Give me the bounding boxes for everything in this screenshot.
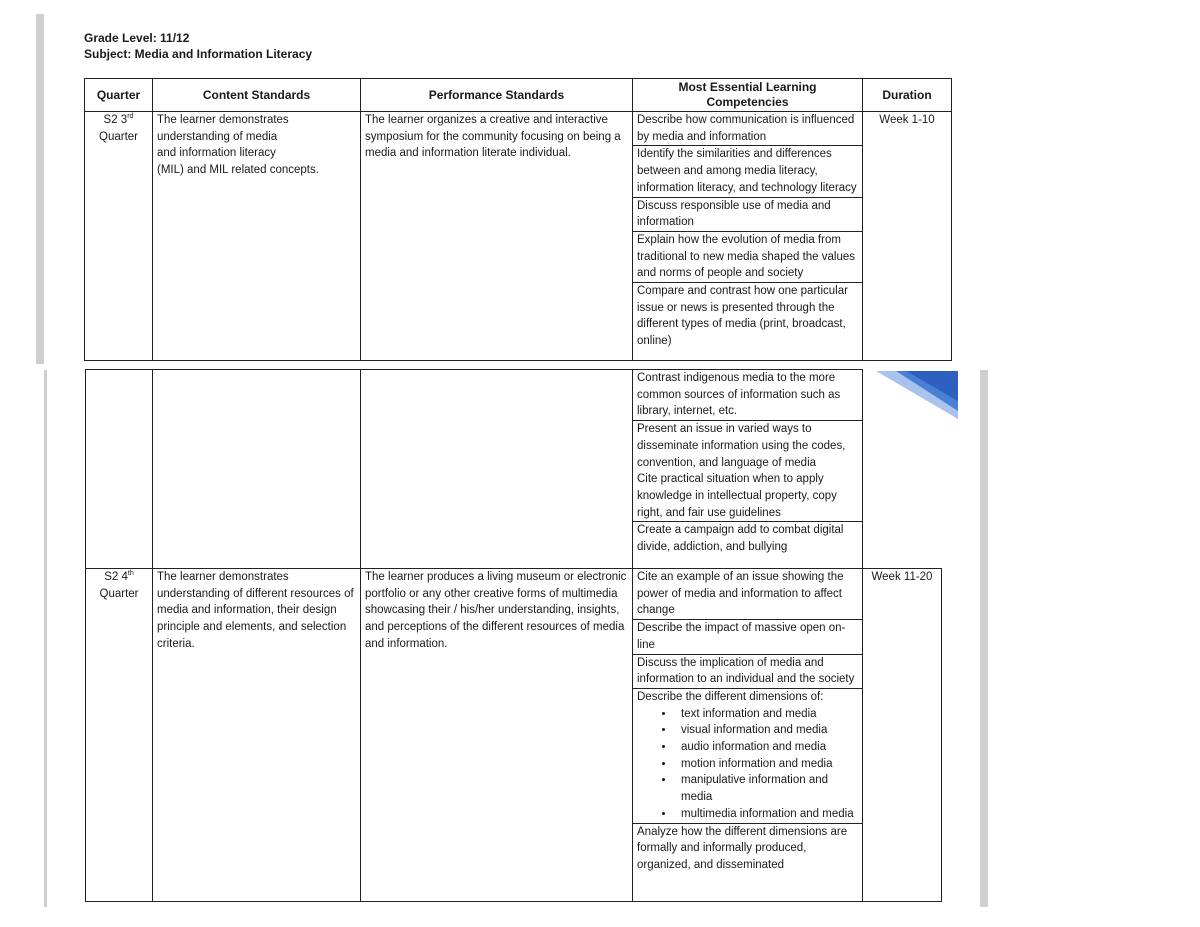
- dimensions-list: [637, 706, 859, 823]
- performance-standards-q3: The learner organizes a creative and interactive symposium for the community focusing on being a media and information literate individual.: [361, 112, 633, 361]
- quarter-suffix: Quarter: [99, 587, 139, 600]
- dimensions-intro: Describe the different dimensions of:: [637, 690, 824, 703]
- performance-standards-q4: The learner produces a living museum or electronic portfolio or any other creative forms of multimedia showcasing their / his/her understanding, insights, and perceptions of the different resources of media and information.: [361, 569, 633, 902]
- quarter-cell-q3: [85, 112, 153, 361]
- page-edge-right-bottom: [980, 370, 988, 907]
- competency-item: Identify the similarities and differences between and among media literacy, information literacy, and technology literacy: [633, 146, 863, 197]
- performance-standards-blank: [361, 370, 633, 569]
- competency-item: Analyze how the different dimensions are formally and informally produced, organized, and disseminated: [637, 825, 848, 871]
- page-edge-left-bottom: [44, 370, 47, 907]
- quarter-prefix: S2 4: [104, 571, 128, 583]
- grade-level: Grade Level: 11/12: [84, 31, 190, 45]
- competency-item: Create a campaign add to combat digital divide, addiction, and bullying: [637, 524, 844, 554]
- header-content-standards: Content Standards: [153, 79, 361, 112]
- content-standards-q3: [153, 112, 361, 361]
- competency-item: Describe the impact of massive open on-line: [633, 620, 863, 654]
- competencies-q3: [633, 112, 863, 361]
- competency-item: Discuss the implication of media and information to an individual and the society: [633, 655, 863, 689]
- header-duration: Duration: [863, 79, 952, 112]
- competency-item: Discuss responsible use of media and information: [633, 198, 863, 232]
- competency-item: Cite an example of an issue showing the power of media and information to affect change: [633, 569, 863, 620]
- header-performance-standards: Performance Standards: [361, 79, 633, 112]
- content-line: (MIL) and MIL related concepts.: [157, 164, 319, 177]
- content-standards-q4: The learner demonstrates understanding of different resources of media and information, their design principle and elements, and selection criteria.: [153, 569, 361, 902]
- competency-item: Cite practical situation when to apply knowledge in intellectual property, copy right, and fair use guidelines: [633, 471, 863, 522]
- competency-item: Explain how the evolution of media from traditional to new media shaped the values and norms of people and society: [633, 232, 863, 283]
- header-quarter: Quarter: [85, 79, 153, 112]
- dimensions-block: [633, 689, 863, 824]
- quarter-sup: rd: [127, 113, 134, 121]
- dimension-item: • text information and media: [675, 706, 859, 723]
- quarter-prefix: S2 3: [103, 114, 128, 126]
- content-line: understanding of media: [157, 130, 278, 143]
- page-edge-left-top: [36, 14, 44, 364]
- competencies-q3-continued: [633, 370, 863, 569]
- dimension-item: • visual information and media: [675, 722, 859, 739]
- dimension-item: • manipulative information and media: [675, 772, 859, 805]
- content-standards-blank: [153, 370, 361, 569]
- quarter-cell-blank: [86, 370, 153, 569]
- dimension-item: • multimedia information and media: [675, 806, 859, 823]
- competency-table-part-1: [84, 78, 952, 361]
- competency-item: Compare and contrast how one particular issue or news is presented through the different types of media (print, broadcast, online): [637, 285, 848, 348]
- quarter-sup: th: [127, 570, 134, 578]
- duration-q3: Week 1-10: [863, 112, 952, 361]
- content-line: and information literacy: [157, 147, 276, 160]
- competency-item: Present an issue in varied ways to disseminate information using the codes, convention, and language of media: [637, 423, 846, 469]
- subject: Subject: Media and Information Literacy: [84, 47, 313, 61]
- quarter-suffix: Quarter: [99, 130, 138, 143]
- competency-item: Describe how communication is influenced by media and information: [633, 112, 863, 146]
- header-competencies: Most Essential Learning Competencies: [633, 79, 863, 112]
- competencies-q4: [633, 569, 863, 902]
- competency-table-part-2: [85, 369, 942, 902]
- quarter-cell-q4: [86, 569, 153, 902]
- competency-item: Contrast indigenous media to the more common sources of information such as library, internet, etc.: [633, 370, 863, 421]
- duration-blank: [863, 370, 942, 569]
- dimension-item: • audio information and media: [675, 739, 859, 756]
- duration-q4: Week 11-20: [863, 569, 942, 902]
- content-line: The learner demonstrates: [157, 114, 289, 126]
- dimension-item: • motion information and media: [675, 756, 859, 773]
